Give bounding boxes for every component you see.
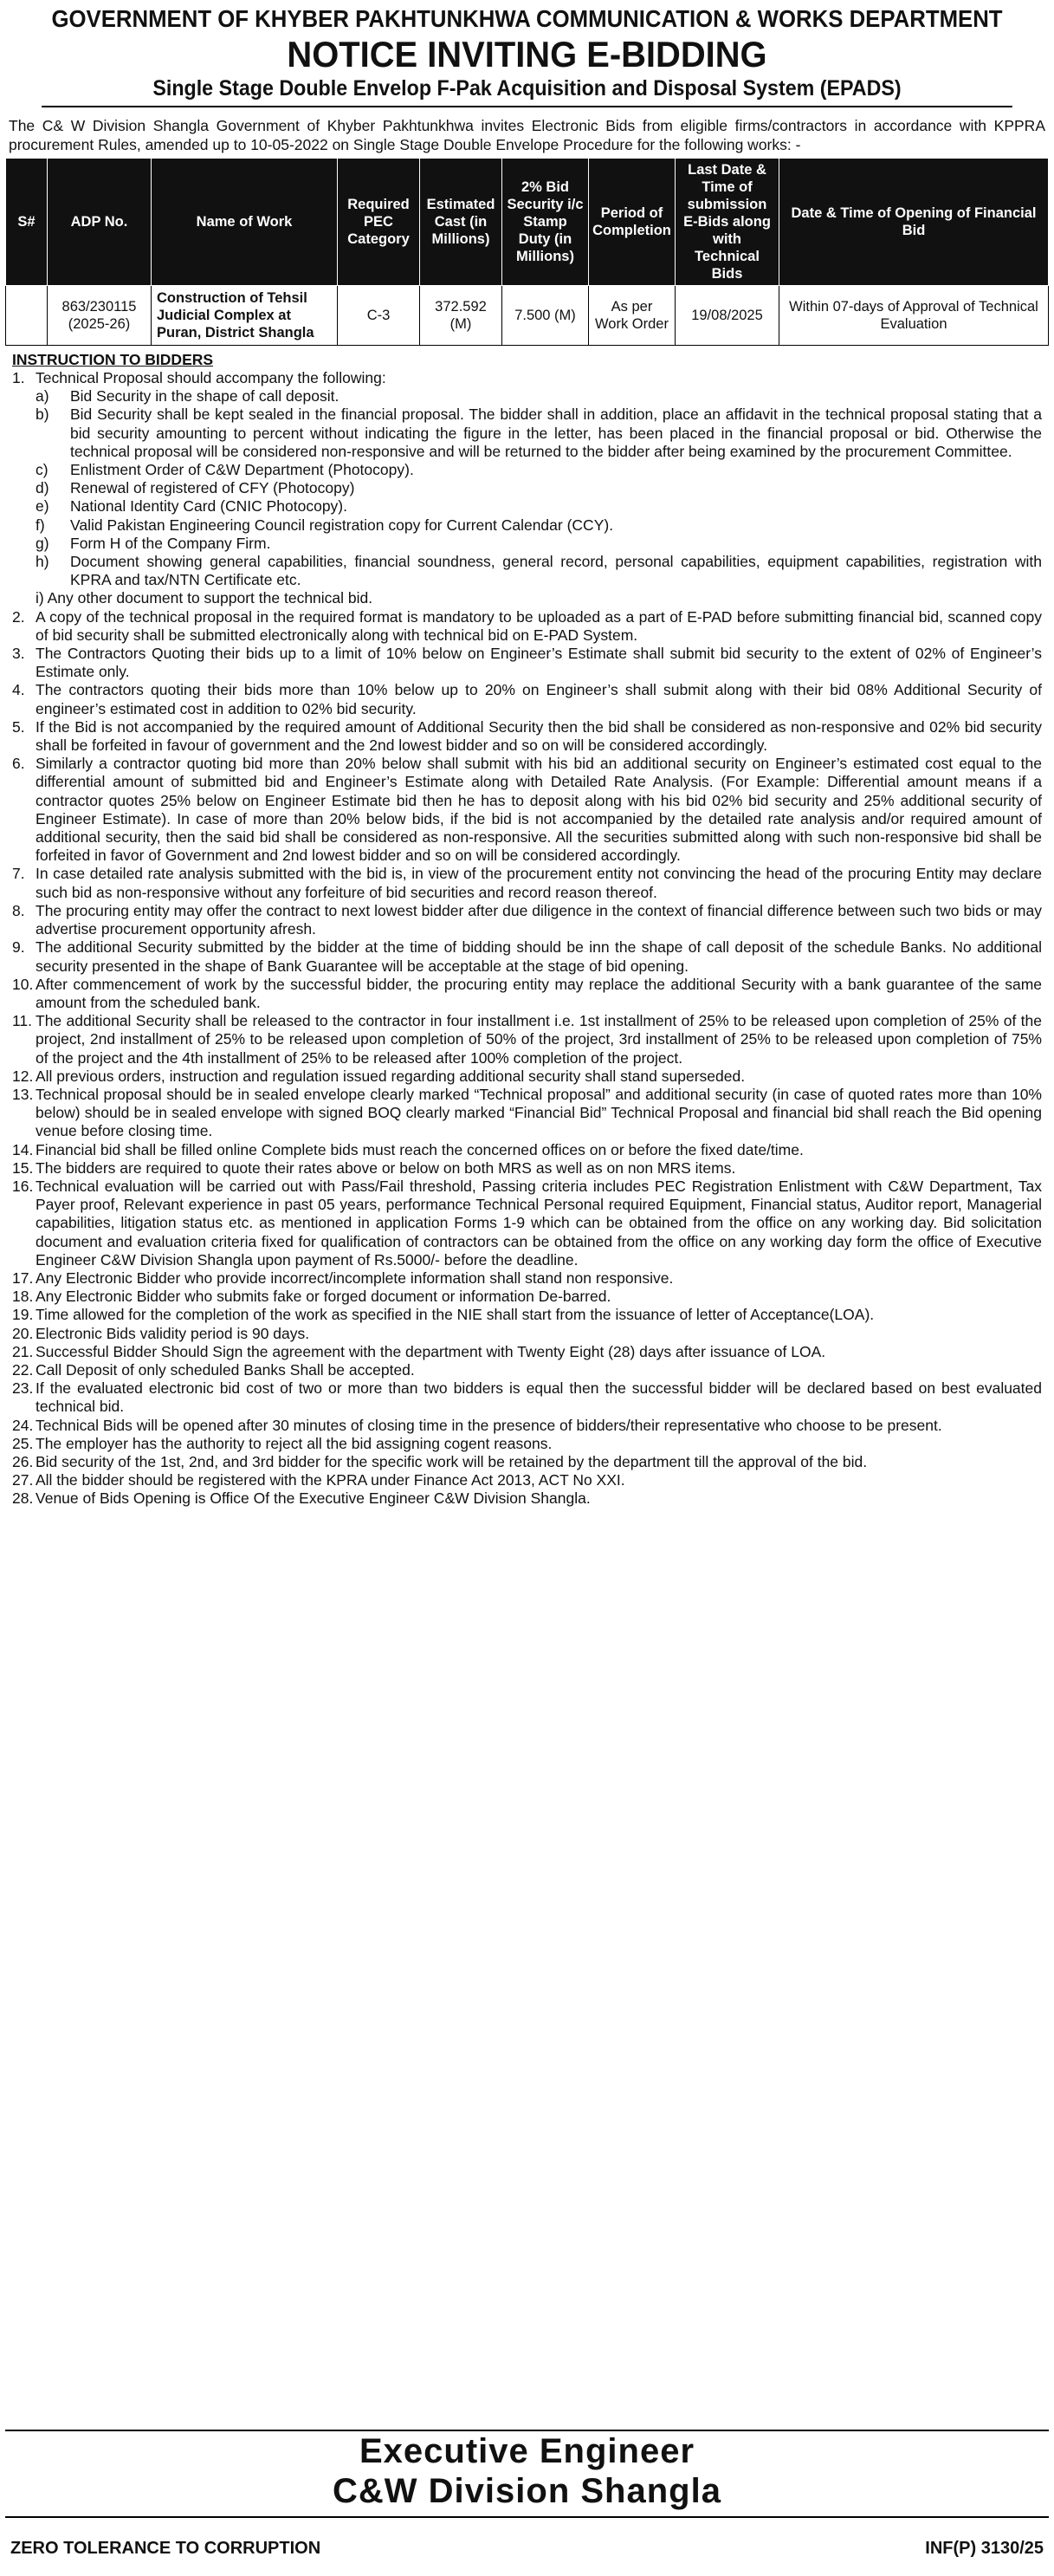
sub-item-text: Enlistment Order of C&W Department (Photocopy). bbox=[70, 461, 414, 479]
item-text: In case detailed rate analysis submitted with the bid is, in view of the procurement entity not convincing the head of the procuring Entity may declare such bid as non-responsive without any forfeiture of bid securities and record reason thereof. bbox=[36, 865, 1042, 901]
item-text: All the bidder should be registered with the KPRA under Finance Act 2013, ACT No XXI. bbox=[36, 1471, 625, 1489]
item-number: 23. bbox=[12, 1379, 34, 1398]
list-item bbox=[12, 938, 1042, 975]
col-security: 2% Bid Security i/c Stamp Duty (in Millions) bbox=[502, 159, 589, 286]
sub-item-letter: e) bbox=[36, 497, 49, 516]
item-number: 22. bbox=[12, 1360, 34, 1379]
item-text: Similarly a contractor quoting bid more than 20% below shall submit with his bid an additional security on Engineer’s estimated cost equal to the differential amount of submitted bid and Engineer’s Estimate along with Detailed Rate Analysis. (For Example: Differential amount means if a contractor quotes 25% below on Engineer Estimate bid then he has to deposit along with his bid 02% bid security and 25% additional security of Engineer Estimate). In case of more than 20% below bids, if the bid is not accompanied by the detailed rate analysis and/or required amount of additional security, then the said bid shall be considered as non-responsive. All the securities submitted along with such non-responsive bid shall be forfeited in favor of Government and 2nd lowest bidder and so on will be considered accordingly. bbox=[36, 755, 1042, 865]
col-adp: ADP No. bbox=[48, 159, 152, 286]
list-item bbox=[12, 1159, 1042, 1178]
reference-number: INF(P) 3130/25 bbox=[925, 2539, 1044, 2558]
item-text: The employer has the authority to reject all the bid assigning cogent reasons. bbox=[36, 1434, 553, 1452]
sub-item-text: Renewal of registered of CFY (Photocopy) bbox=[70, 479, 355, 497]
list-item bbox=[12, 718, 1042, 755]
item-number: 8. bbox=[12, 901, 25, 919]
sub-item bbox=[12, 479, 1042, 497]
item-text: Financial bid shall be filled online Complete bids must reach the concerned offices on or before the fixed date/time. bbox=[36, 1140, 804, 1158]
cell-pec: C-3 bbox=[338, 286, 420, 346]
sub-item-letter: c) bbox=[36, 461, 48, 479]
table-row bbox=[6, 286, 1049, 346]
item-text: Bid security of the 1st, 2nd, and 3rd bidder for the specific work will be retained by the department till the approval of the bid. bbox=[36, 1452, 868, 1470]
list-item bbox=[12, 865, 1042, 901]
item-number: 14. bbox=[12, 1140, 34, 1158]
sub-item-letter: f) bbox=[36, 516, 45, 534]
col-sno: S# bbox=[6, 159, 48, 286]
item-number: 24. bbox=[12, 1416, 34, 1434]
item-number: 25. bbox=[12, 1434, 34, 1452]
item-text: Electronic Bids validity period is 90 days. bbox=[36, 1324, 310, 1342]
bottom-bar bbox=[5, 2532, 1049, 2566]
item-text: A copy of the technical proposal in the required format is mandatory to be uploaded as a part of E-PAD before submitting financial bid, scanned copy of bid security shall be submitted electronically along with technical bid on E-PAD System. bbox=[36, 607, 1042, 644]
works-table bbox=[5, 158, 1049, 346]
item-text: The additional Security shall be released to the contractor in four installment i.e. 1st installment of 25% to be released upon completion of 25% of the project, 2nd installment of 25% to be released upon completion of 50% of the project, 3rd installment of 25% to be released upon completion of 75% of the project and the 4th installment of 25% to be released after 100% completion of the project. bbox=[36, 1012, 1042, 1067]
list-item bbox=[12, 1325, 1042, 1343]
list-item bbox=[12, 976, 1042, 1012]
list-item bbox=[12, 1361, 1042, 1379]
item-number: 19. bbox=[12, 1306, 34, 1324]
signatory-title: Executive Engineer bbox=[359, 2432, 695, 2470]
cell-adp: 863/230115 (2025-26) bbox=[48, 286, 152, 346]
list-item bbox=[12, 1288, 1042, 1306]
item-number: 5. bbox=[12, 717, 25, 736]
item-text: Time allowed for the completion of the work as specified in the NIE shall start from the issuance of letter of Acceptance(LOA). bbox=[36, 1306, 875, 1324]
list-item bbox=[12, 608, 1042, 645]
instructions-list bbox=[5, 369, 1049, 1509]
item-number: 10. bbox=[12, 975, 34, 993]
item-number: 28. bbox=[12, 1489, 34, 1508]
col-pec: Required PEC Category bbox=[338, 159, 420, 286]
item-text: The contractors quoting their bids more than 10% below up to 20% on Engineer’s shall submit along with their bid 08% Additional Security of engineer’s estimated cost in addition to 02% bid security. bbox=[36, 681, 1042, 717]
item-number: 11. bbox=[12, 1012, 33, 1030]
list-item bbox=[12, 681, 1042, 717]
list-item bbox=[12, 1141, 1042, 1159]
sub-item-last: i) Any other document to support the technical bid. bbox=[36, 589, 373, 607]
item-number: 17. bbox=[12, 1269, 34, 1287]
item-text: Any Electronic Bidder who submits fake or forged document or information De-barred. bbox=[36, 1288, 611, 1306]
sub-item bbox=[12, 516, 1042, 535]
cell-period: As per Work Order bbox=[589, 286, 676, 346]
sub-item bbox=[12, 553, 1042, 589]
item-number: 13. bbox=[12, 1085, 34, 1103]
cell-cost: 372.592 (M) bbox=[420, 286, 502, 346]
intro-paragraph: The C& W Division Shangla Government of Khyber Pakhtunkhwa invites Electronic Bids from eligible firms/contractors in accordance with KPPRA procurement Rules, amended up to 10-05-2022 on Single Stage Double Envelope Procedure for the following works: - bbox=[9, 117, 1045, 153]
list-item bbox=[12, 1306, 1042, 1324]
item-number: 16. bbox=[12, 1177, 34, 1195]
item-number: 4. bbox=[12, 681, 25, 699]
item-text: Technical proposal should be in sealed envelope clearly marked “Technical proposal” and additional security (in case of quoted rates more than 10% below) should be in sealed envelope with signed BOQ clearly marked “Financial Bid” Technical Proposal and financial bid shall reach the Bid opening venue before closing time. bbox=[36, 1085, 1042, 1140]
sub-item-text: Form H of the Company Firm. bbox=[70, 534, 271, 552]
list-item bbox=[12, 1417, 1042, 1435]
item-number: 27. bbox=[12, 1471, 34, 1489]
item-number: 15. bbox=[12, 1158, 34, 1177]
list-item bbox=[12, 1067, 1042, 1086]
item-text: If the evaluated electronic bid cost of two or more than two bidders is equal then the successful bidder will be declared based on best evaluated technical bid. bbox=[36, 1379, 1042, 1416]
item-number: 20. bbox=[12, 1324, 34, 1342]
list-item bbox=[12, 1343, 1042, 1361]
list-item bbox=[12, 1379, 1042, 1416]
item-number: 3. bbox=[12, 645, 25, 663]
item-number: 9. bbox=[12, 938, 25, 957]
cell-name: Construction of Tehsil Judicial Complex at Puran, District Shangla bbox=[152, 286, 338, 346]
notice-title: NOTICE INVITING E-BIDDING bbox=[287, 34, 767, 75]
item-number: 26. bbox=[12, 1452, 34, 1470]
sub-item-text: Bid Security shall be kept sealed in the financial proposal. The bidder shall in addition, place an affidavit in the technical proposal stating that a bid security amounting to percent without indicating the figure in the letter, has been placed in the financial proposal or bid. Otherwise the technical proposal will be considered non-responsive and will be returned to the bidder after being examined by the procurement Committee. bbox=[70, 406, 1042, 460]
list-item bbox=[12, 1471, 1042, 1489]
item-text: Successful Bidder Should Sign the agreement with the department with Twenty Eight (28) days after issuance of LOA. bbox=[36, 1342, 826, 1360]
sub-item-letter: b) bbox=[36, 406, 49, 424]
item-text: Any Electronic Bidder who provide incorrect/incomplete information shall stand non responsive. bbox=[36, 1269, 674, 1287]
signatory-office: C&W Division Shangla bbox=[5, 2471, 1049, 2518]
col-name: Name of Work bbox=[152, 159, 338, 286]
item-number: 18. bbox=[12, 1288, 34, 1306]
list-item bbox=[12, 645, 1042, 681]
sub-item bbox=[12, 535, 1042, 553]
item-number: 12. bbox=[12, 1067, 34, 1085]
item-text: After commencement of work by the successful bidder, the procuring entity may replace the additional Security with a bank guarantee of the same amount from the scheduled bank. bbox=[36, 975, 1042, 1011]
list-item bbox=[12, 1489, 1042, 1508]
item-number: 7. bbox=[12, 865, 25, 883]
sub-item-text: Bid Security in the shape of call deposit. bbox=[70, 387, 339, 406]
slogan: ZERO TOLERANCE TO CORRUPTION bbox=[10, 2539, 321, 2558]
item-number: 1. bbox=[12, 369, 25, 386]
list-item bbox=[12, 902, 1042, 938]
list-item bbox=[12, 1086, 1042, 1141]
item-text: The additional Security submitted by the bidder at the time of bidding should be inn the shape of call deposit of the schedule Banks. No additional security presented in the shape of Bank Guarantee will be acceptable at the stage of bid opening. bbox=[36, 938, 1042, 975]
department-heading: GOVERNMENT OF KHYBER PAKHTUNKHWA COMMUNICATION & WORKS DEPARTMENT bbox=[51, 5, 1003, 32]
item-number: 21. bbox=[12, 1342, 34, 1360]
sub-item bbox=[12, 406, 1042, 461]
cell-sno bbox=[6, 286, 48, 346]
list-item bbox=[12, 1012, 1042, 1067]
item-number: 2. bbox=[12, 607, 25, 626]
col-last-date: Last Date & Time of submission E-Bids along with Technical Bids bbox=[676, 159, 779, 286]
cell-opening: Within 07-days of Approval of Technical Evaluation bbox=[779, 286, 1049, 346]
list-item bbox=[12, 1453, 1042, 1471]
sub-item bbox=[12, 497, 1042, 516]
item-text: Venue of Bids Opening is Office Of the Executive Engineer C&W Division Shangla. bbox=[36, 1489, 591, 1508]
item-text: The procuring entity may offer the contract to next lowest bidder after due diligence in the context of financial difference between such two bids or may advertise procurement opportunity afresh. bbox=[36, 901, 1042, 938]
sub-item-letter: d) bbox=[36, 479, 49, 497]
sub-item-letter: g) bbox=[36, 534, 49, 552]
cell-last-date: 19/08/2025 bbox=[676, 286, 779, 346]
notice-subtitle: Single Stage Double Envelop F-Pak Acquisition and Disposal System (EPADS) bbox=[42, 76, 1012, 107]
item-number: 6. bbox=[12, 755, 25, 773]
list-item bbox=[12, 1178, 1042, 1269]
sub-item bbox=[12, 461, 1042, 479]
list-item bbox=[12, 369, 1042, 387]
list-item bbox=[12, 1435, 1042, 1453]
signature-block bbox=[5, 2430, 1049, 2518]
list-item bbox=[12, 755, 1042, 865]
col-period: Period of Completion bbox=[589, 159, 676, 286]
sub-item-letter: h) bbox=[36, 553, 49, 571]
table-header-row bbox=[6, 159, 1049, 286]
item-text: Technical Bids will be opened after 30 minutes of closing time in the presence of bidders/their representative who choose to be present. bbox=[36, 1416, 942, 1434]
sub-item-text: National Identity Card (CNIC Photocopy). bbox=[70, 497, 347, 516]
sub-item-text: Document showing general capabilities, financial soundness, general record, personal capabilities, equipment capabilities, registration with KPRA and tax/NTN Certificate etc. bbox=[70, 553, 1042, 589]
list-item bbox=[12, 1269, 1042, 1288]
item-text: If the Bid is not accompanied by the required amount of Additional Security then the bid shall be considered as non-responsive and 02% bid security shall be forfeited in favour of government and the 2nd lowest bidder and so on will be considered accordingly. bbox=[36, 717, 1042, 755]
instructions-title: INSTRUCTION TO BIDDERS bbox=[12, 351, 214, 368]
col-opening: Date & Time of Opening of Financial Bid bbox=[779, 159, 1049, 286]
col-cost: Estimated Cast (in Millions) bbox=[420, 159, 502, 286]
item-text: All previous orders, instruction and regulation issued regarding additional security shall stand superseded. bbox=[36, 1067, 746, 1085]
sub-items bbox=[12, 387, 1042, 589]
item-text: The Contractors Quoting their bids up to a limit of 10% below on Engineer’s Estimate shall submit bid security to the extent of 02% of Engineer’s Estimate only. bbox=[36, 645, 1042, 681]
items-container bbox=[12, 608, 1042, 1509]
item-text: The bidders are required to quote their rates above or below on both MRS as well as on non MRS items. bbox=[36, 1158, 736, 1177]
sub-item bbox=[12, 387, 1042, 406]
sub-item-letter: a) bbox=[36, 387, 49, 406]
sub-item-text: Valid Pakistan Engineering Council registration copy for Current Calendar (CCY). bbox=[70, 516, 614, 534]
item-text: Technical Proposal should accompany the following: bbox=[36, 369, 386, 386]
item-text: Technical evaluation will be carried out with Pass/Fail threshold, Passing criteria includes PEC Registration Enlistment with C&W Department, Tax Payer proof, Relevant experience in past 05 years, performance Technical Personal required Equipment, Financial status, Auditor report, Managerial capabilities, litigation status etc. as mentioned in application Forms 1-9 which can be obtained from the office on any working day. Bid solicitation document and evaluation criteria fixed for qualification of contractors can be obtained from the office on any working day form the office of Executive Engineer C&W Division Shangla upon payment of Rs.5000/- before the deadline. bbox=[36, 1177, 1042, 1269]
cell-security: 7.500 (M) bbox=[502, 286, 589, 346]
item-text: Call Deposit of only scheduled Banks Shall be accepted. bbox=[36, 1360, 415, 1379]
